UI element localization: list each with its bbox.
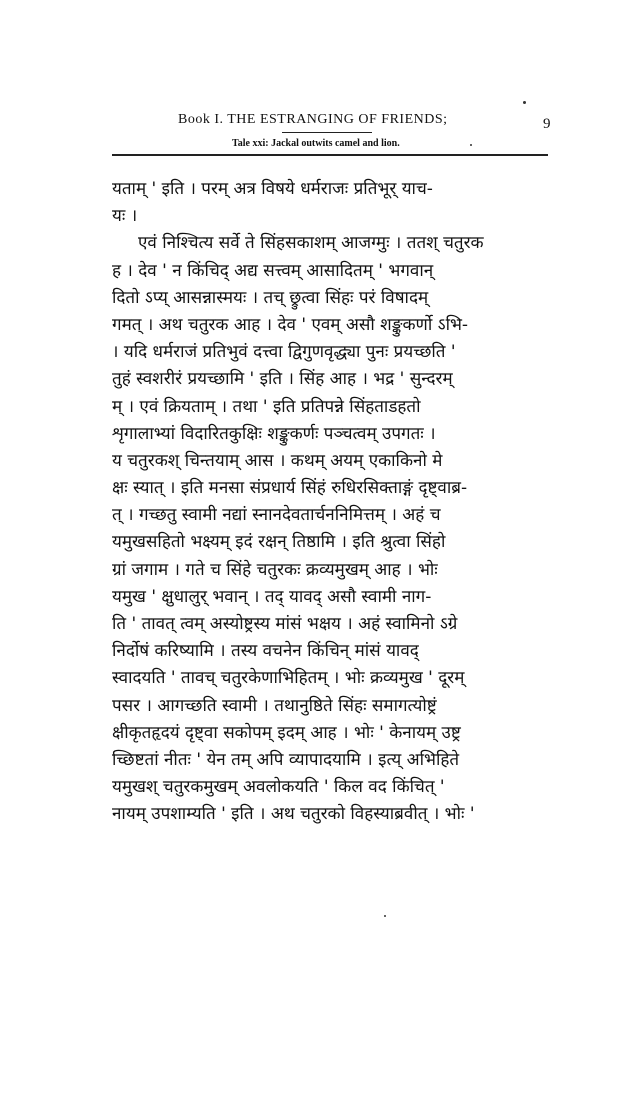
text-line: क्षः स्यात् । इति मनसा संप्रधार्य सिंहं रुधिरसिक्ताङ्गं दृष्ट्वाब्र- bbox=[112, 478, 468, 499]
text-line: यमुख ' क्षुधालुर् भवान् । तद् यावद् असौ स्वामी नाग- bbox=[112, 586, 432, 607]
text-line: दितो ऽप्य् आसन्नास्मयः । तच् छ्रुत्वा सिंहः परं विषादम् bbox=[112, 287, 429, 308]
text-line: यमुखसहितो भक्ष्यम् इदं रक्षन् तिष्ठामि । इति श्रुत्वा सिंहो bbox=[112, 532, 446, 553]
text-line: यः । bbox=[112, 206, 138, 227]
text-line: पसर । आगच्छति स्वामी । तथानुष्ठिते सिंहः समागत्योष्ट्रं bbox=[112, 695, 437, 716]
text-line: । यदि धर्मराजं प्रतिभुवं दत्त्वा द्विगुणवृद्ध्या पुनः प्रयच्छति ' bbox=[112, 342, 456, 363]
text-line: च्छिष्टतां नीतः ' येन तम् अपि व्यापादयामि । इत्य् अभिहिते bbox=[112, 749, 460, 770]
text-line: यमुखश् चतुरकमुखम् अवलोकयति ' किल वद किंचित् ' bbox=[112, 777, 445, 798]
page-header bbox=[0, 112, 633, 172]
text-line: ग्रां जगाम । गते च सिंहे चतुरकः क्रव्यमुखम् आह । भोः bbox=[112, 559, 438, 580]
text-line: क्षीकृतहृदयं दृष्ट्वा सकोपम् इदम् आह । भोः ' केनायम् उष्ट्र bbox=[112, 722, 461, 743]
text-line: यताम् ' इति । परम् अत्र विषये धर्मराजः प्रतिभूर् याच- bbox=[112, 179, 433, 199]
text-line: गमत् । अथ चतुरक आह । देव ' एवम् असौ शङ्कुकर्णो ऽभि- bbox=[112, 314, 469, 335]
tale-subtitle: Tale xxi: Jackal outwits camel and lion. bbox=[232, 138, 400, 149]
print-speck bbox=[384, 915, 386, 917]
text-line: तुहं स्वशरीरं प्रयच्छामि ' इति । सिंह आह । भद्र ' सुन्दरम् bbox=[112, 369, 453, 390]
page-number: 9 bbox=[543, 116, 551, 132]
header-rule bbox=[112, 154, 548, 156]
subtitle-rule bbox=[282, 132, 372, 133]
running-head: Book I. THE ESTRANGING OF FRIENDS; bbox=[178, 112, 448, 127]
sanskrit-text-body bbox=[112, 176, 552, 829]
text-line: म् । एवं क्रियताम् । तथा ' इति प्रतिपन्ने सिंहताडहतो bbox=[112, 396, 421, 417]
print-speck bbox=[523, 101, 526, 104]
text-line: शृगालाभ्यां विदारितकुक्षिः शङ्कुकर्णः पञ्चत्वम् उपगतः । bbox=[112, 423, 436, 444]
text-line: ति ' तावत् त्वम् अस्योष्ट्रस्य मांसं भक्षय । अहं स्वामिनो ऽग्रे bbox=[112, 614, 458, 634]
print-speck bbox=[470, 144, 472, 146]
text-line: ह । देव ' न किंचिद् अद्य सत्त्वम् आसादितम् ' भगवान् bbox=[112, 260, 434, 281]
text-line: य चतुरकश् चिन्तयाम् आस । कथम् अयम् एकाकिनो मे bbox=[112, 450, 443, 471]
text-line: एवं निश्चित्य सर्वे ते सिंहसकाशम् आजग्मुः । ततश् चतुरक bbox=[138, 233, 484, 254]
text-line: स्वादयति ' तावच् चतुरकेणाभिहितम् । भोः क्रव्यमुख ' दूरम् bbox=[112, 668, 465, 689]
text-line: नायम् उपशाम्यति ' इति । अथ चतुरको विहस्याब्रवीत् । भोः ' bbox=[112, 804, 475, 825]
text-line: त् । गच्छतु स्वामी नद्यां स्नानदेवतार्चननिमित्तम् । अहं च bbox=[112, 505, 441, 526]
text-line: निर्दोषं करिष्यामि । तस्य वचनेन किंचिन् मांसं यावद् bbox=[112, 641, 419, 662]
